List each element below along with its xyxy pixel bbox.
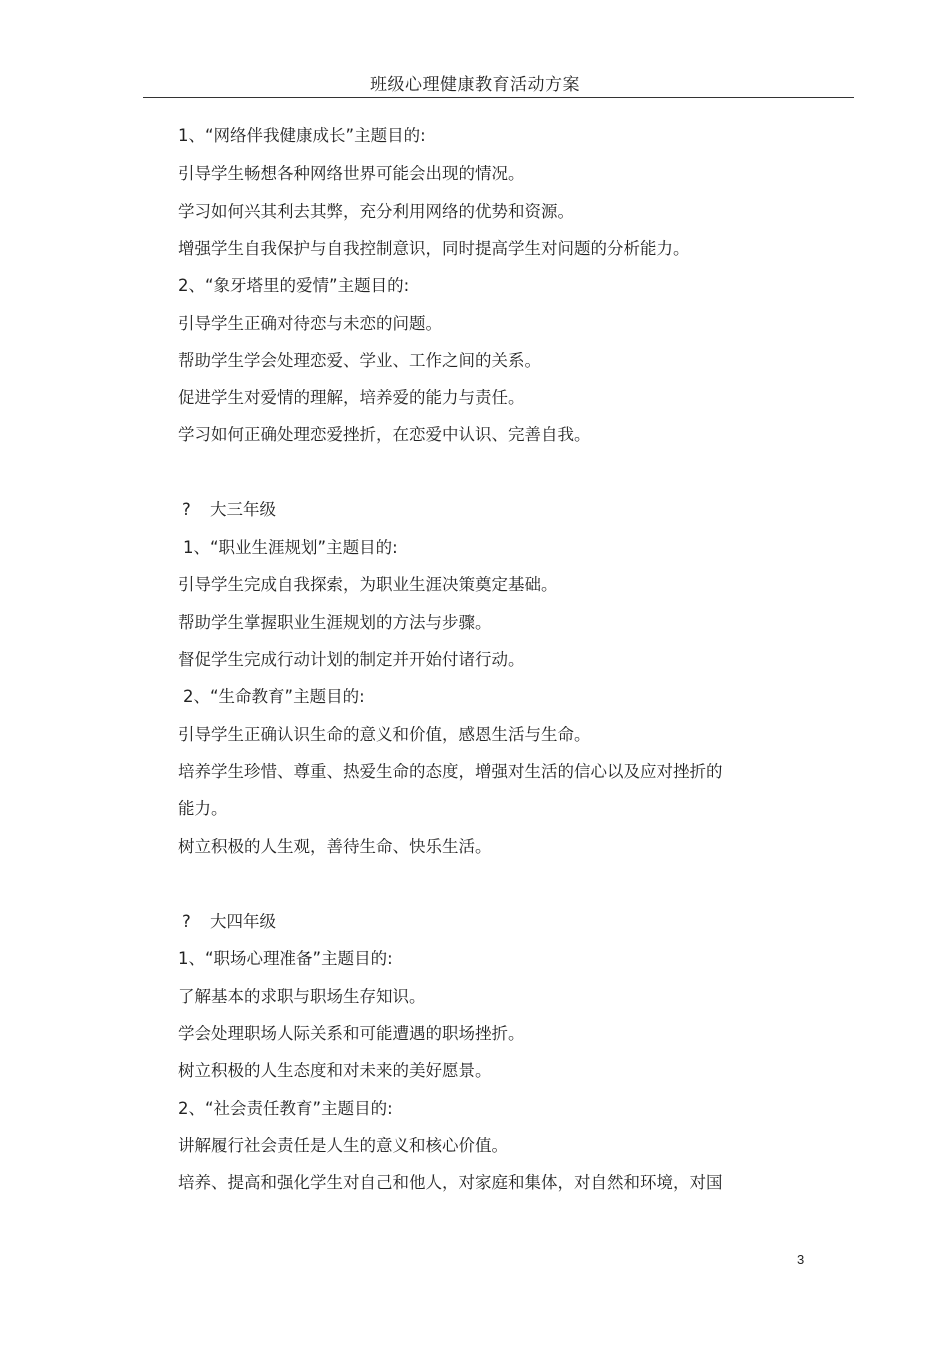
document-title: 班级心理健康教育活动方案 — [370, 75, 580, 95]
paragraph-line: 引导学生畅想各种网络世界可能会出现的情况。 — [178, 164, 525, 183]
paragraph-line: 学习如何正确处理恋爱挫折，在恋爱中认识、完善自我。 — [178, 425, 591, 444]
grade-label: 大四年级 — [210, 912, 276, 931]
paragraph-line: 学习如何兴其利去其弊，充分利用网络的优势和资源。 — [178, 202, 574, 221]
paragraph-line: 帮助学生学会处理恋爱、学业、工作之间的关系。 — [178, 351, 541, 370]
paragraph-line: 引导学生正确认识生命的意义和价值，感恩生活与生命。 — [178, 725, 591, 744]
paragraph-line: 能力。 — [178, 799, 228, 818]
paragraph-line: 树立积极的人生观，善待生命、快乐生活。 — [178, 837, 492, 856]
grade-heading-senior — [182, 910, 276, 934]
bullet-glyph: ? — [182, 500, 191, 519]
grade-label: 大三年级 — [210, 500, 276, 519]
paragraph-line: 促进学生对爱情的理解，培养爱的能力与责任。 — [178, 388, 525, 407]
topic-heading: 2、“生命教育”主题目的: — [183, 687, 365, 706]
paragraph-line: 学会处理职场人际关系和可能遭遇的职场挫折。 — [178, 1024, 525, 1043]
paragraph-line: 引导学生完成自我探索，为职业生涯决策奠定基础。 — [178, 575, 558, 594]
topic-heading: 1、“职场心理准备”主题目的: — [178, 949, 393, 968]
paragraph-line: 了解基本的求职与职场生存知识。 — [178, 987, 426, 1006]
paragraph-line: 帮助学生掌握职业生涯规划的方法与步骤。 — [178, 613, 492, 632]
bullet-glyph: ? — [182, 912, 191, 931]
paragraph-line: 培养学生珍惜、尊重、热爱生命的态度，增强对生活的信心以及应对挫折的 — [178, 762, 723, 781]
topic-heading: 1、“职业生涯规划”主题目的: — [183, 538, 398, 557]
paragraph-line: 增强学生自我保护与自我控制意识，同时提高学生对问题的分析能力。 — [178, 239, 690, 258]
grade-heading-junior — [182, 498, 276, 522]
topic-heading: 1、“网络伴我健康成长”主题目的: — [178, 126, 426, 145]
paragraph-line: 树立积极的人生态度和对未来的美好愿景。 — [178, 1061, 492, 1080]
page-number: 3 — [797, 1252, 805, 1267]
header-divider — [143, 97, 854, 98]
paragraph-line: 讲解履行社会责任是人生的意义和核心价值。 — [178, 1136, 508, 1155]
paragraph-line: 引导学生正确对待恋与未恋的问题。 — [178, 314, 442, 333]
topic-heading: 2、“象牙塔里的爱情”主题目的: — [178, 276, 410, 295]
paragraph-line: 督促学生完成行动计划的制定并开始付诸行动。 — [178, 650, 525, 669]
paragraph-line: 培养、提高和强化学生对自己和他人，对家庭和集体，对自然和环境，对国 — [178, 1173, 723, 1192]
topic-heading: 2、“社会责任教育”主题目的: — [178, 1099, 393, 1118]
